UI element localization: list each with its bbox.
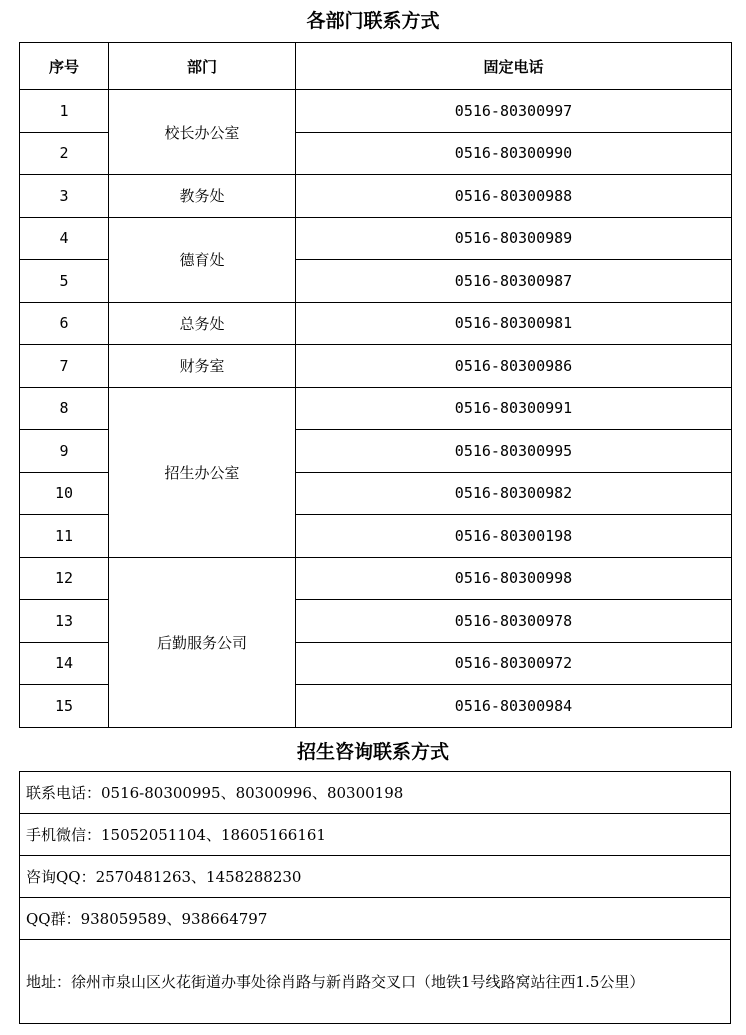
phone-cell: 0516-80300981	[296, 302, 732, 345]
department-contact-table	[19, 42, 732, 728]
dept-cell: 教务处	[109, 175, 296, 218]
row-number: 1	[20, 90, 109, 133]
table-row	[20, 557, 732, 600]
phone-cell: 0516-80300984	[296, 685, 732, 728]
table-row	[20, 90, 732, 133]
phone-cell: 0516-80300995	[296, 430, 732, 473]
dept-cell: 德育处	[109, 217, 296, 302]
table-header-row	[20, 43, 732, 90]
header-index: 序号	[20, 43, 109, 90]
table-row	[20, 345, 732, 388]
row-number: 9	[20, 430, 109, 473]
dept-cell: 招生办公室	[109, 387, 296, 557]
phone-cell: 0516-80300998	[296, 557, 732, 600]
dept-cell: 校长办公室	[109, 90, 296, 175]
contact-qq-group: QQ群：938059589、938664797	[20, 898, 731, 940]
row-number: 14	[20, 642, 109, 685]
row-number: 8	[20, 387, 109, 430]
row-number: 3	[20, 175, 109, 218]
contact-qq: 咨询QQ：2570481263、1458288230	[20, 856, 731, 898]
admission-contact-table	[19, 771, 731, 1024]
phone-cell: 0516-80300978	[296, 600, 732, 643]
row-number: 13	[20, 600, 109, 643]
row-number: 15	[20, 685, 109, 728]
phone-cell: 0516-80300997	[296, 90, 732, 133]
row-number: 10	[20, 472, 109, 515]
table-row	[20, 175, 732, 218]
dept-cell: 后勤服务公司	[109, 557, 296, 727]
phone-cell: 0516-80300198	[296, 515, 732, 558]
phone-cell: 0516-80300986	[296, 345, 732, 388]
phone-cell: 0516-80300988	[296, 175, 732, 218]
phone-cell: 0516-80300989	[296, 217, 732, 260]
table-row	[20, 217, 732, 260]
row-number: 5	[20, 260, 109, 303]
row-number: 4	[20, 217, 109, 260]
contact-address: 地址：徐州市泉山区火花街道办事处徐肖路与新肖路交叉口（地铁1号线路窝站往西1.5公里）	[20, 940, 731, 1024]
table-row	[20, 302, 732, 345]
dept-cell: 财务室	[109, 345, 296, 388]
row-number: 6	[20, 302, 109, 345]
header-dept: 部门	[109, 43, 296, 90]
contact-wechat: 手机微信：15052051104、18605166161	[20, 814, 731, 856]
row-number: 11	[20, 515, 109, 558]
table-row	[20, 387, 732, 430]
page-title: 各部门联系方式	[306, 10, 440, 32]
phone-cell: 0516-80300991	[296, 387, 732, 430]
row-number: 12	[20, 557, 109, 600]
contact-phone: 联系电话：0516-80300995、80300996、80300198	[20, 772, 731, 814]
phone-cell: 0516-80300990	[296, 132, 732, 175]
phone-cell: 0516-80300972	[296, 642, 732, 685]
section-title: 招生咨询联系方式	[296, 741, 449, 763]
row-number: 7	[20, 345, 109, 388]
header-phone: 固定电话	[296, 43, 732, 90]
dept-cell: 总务处	[109, 302, 296, 345]
row-number: 2	[20, 132, 109, 175]
phone-cell: 0516-80300987	[296, 260, 732, 303]
phone-cell: 0516-80300982	[296, 472, 732, 515]
